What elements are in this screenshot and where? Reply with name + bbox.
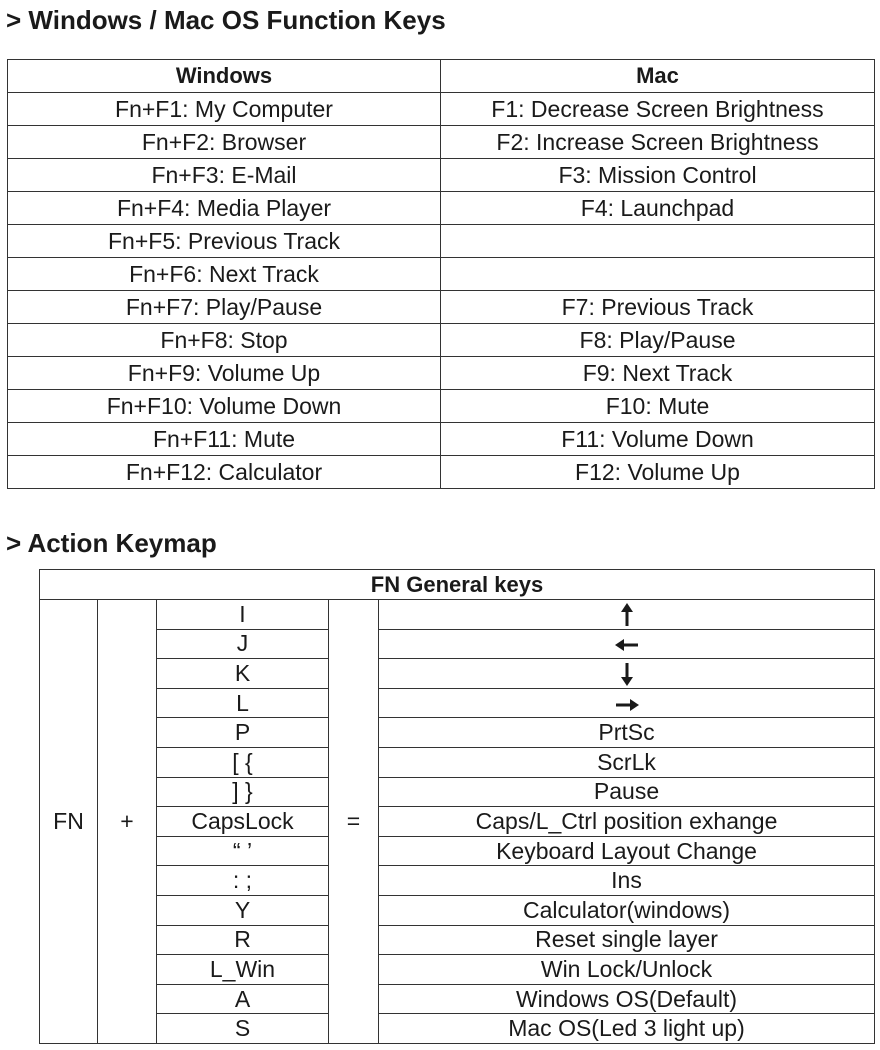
table-title-row [40, 570, 875, 600]
table-row [8, 456, 875, 489]
windows-cell: Fn+F8: Stop [8, 324, 441, 357]
mac-cell: F10: Mute [441, 390, 875, 423]
mac-cell [441, 258, 875, 291]
arrow-down-icon [620, 659, 634, 685]
arrow-right-icon [615, 690, 639, 716]
action-cell: PrtSc [379, 718, 875, 748]
key-cell: Y [157, 895, 329, 925]
mac-cell: F4: Launchpad [441, 192, 875, 225]
windows-cell: Fn+F2: Browser [8, 126, 441, 159]
key-cell: R [157, 925, 329, 955]
table-row [8, 93, 875, 126]
table-row [8, 291, 875, 324]
keymap-row [40, 777, 875, 807]
table-row [8, 357, 875, 390]
mac-cell: F11: Volume Down [441, 423, 875, 456]
keymap-row [40, 688, 875, 718]
mac-column-header: Mac [441, 60, 875, 93]
function-keys-heading: > Windows / Mac OS Function Keys [6, 5, 446, 35]
mac-cell: F1: Decrease Screen Brightness [441, 93, 875, 126]
windows-cell: Fn+F5: Previous Track [8, 225, 441, 258]
windows-cell: Fn+F3: E-Mail [8, 159, 441, 192]
action-keymap-table [39, 569, 875, 1044]
action-cell [379, 688, 875, 718]
windows-column-header: Windows [8, 60, 441, 93]
action-cell [379, 600, 875, 630]
key-cell: L_Win [157, 955, 329, 985]
key-cell: : ; [157, 866, 329, 896]
keymap-row [40, 866, 875, 896]
action-cell: ScrLk [379, 747, 875, 777]
action-keymap-heading: > Action Keymap [6, 528, 217, 558]
mac-cell: F7: Previous Track [441, 291, 875, 324]
mac-cell: F12: Volume Up [441, 456, 875, 489]
keymap-row [40, 747, 875, 777]
windows-cell: Fn+F4: Media Player [8, 192, 441, 225]
key-cell: CapsLock [157, 807, 329, 837]
key-cell: I [157, 600, 329, 630]
table-row [8, 126, 875, 159]
windows-cell: Fn+F1: My Computer [8, 93, 441, 126]
action-cell: Ins [379, 866, 875, 896]
key-cell: S [157, 1014, 329, 1044]
key-cell: [ { [157, 747, 329, 777]
table-row [8, 258, 875, 291]
table-row [8, 192, 875, 225]
table-row [8, 423, 875, 456]
table-row [8, 225, 875, 258]
windows-cell: Fn+F11: Mute [8, 423, 441, 456]
action-cell: Mac OS(Led 3 light up) [379, 1014, 875, 1044]
key-cell: ] } [157, 777, 329, 807]
windows-cell: Fn+F6: Next Track [8, 258, 441, 291]
mac-cell: F9: Next Track [441, 357, 875, 390]
action-cell: Windows OS(Default) [379, 984, 875, 1014]
action-cell: Calculator(windows) [379, 895, 875, 925]
table-row [8, 390, 875, 423]
windows-cell: Fn+F9: Volume Up [8, 357, 441, 390]
action-cell: Caps/L_Ctrl position exhange [379, 807, 875, 837]
mac-cell [441, 225, 875, 258]
keymap-row [40, 895, 875, 925]
action-cell: Pause [379, 777, 875, 807]
fn-modifier-cell: FN [40, 600, 98, 1044]
key-cell: “ ’ [157, 836, 329, 866]
fn-general-keys-title: FN General keys [40, 570, 875, 600]
table-row [8, 324, 875, 357]
keymap-row [40, 600, 875, 630]
mac-cell: F2: Increase Screen Brightness [441, 126, 875, 159]
action-cell: Reset single layer [379, 925, 875, 955]
windows-cell: Fn+F10: Volume Down [8, 390, 441, 423]
windows-cell: Fn+F12: Calculator [8, 456, 441, 489]
keymap-row [40, 718, 875, 748]
mac-cell: F8: Play/Pause [441, 324, 875, 357]
keymap-row [40, 807, 875, 837]
keymap-row [40, 925, 875, 955]
keymap-row [40, 659, 875, 689]
windows-cell: Fn+F7: Play/Pause [8, 291, 441, 324]
keymap-row [40, 1014, 875, 1044]
key-cell: L [157, 688, 329, 718]
action-cell [379, 659, 875, 689]
action-cell: Win Lock/Unlock [379, 955, 875, 985]
key-cell: A [157, 984, 329, 1014]
table-header-row [8, 60, 875, 93]
arrow-up-icon [620, 600, 634, 626]
keymap-row [40, 836, 875, 866]
action-cell: Keyboard Layout Change [379, 836, 875, 866]
keymap-row [40, 955, 875, 985]
key-cell: K [157, 659, 329, 689]
action-cell [379, 629, 875, 659]
key-cell: J [157, 629, 329, 659]
table-row [8, 159, 875, 192]
plus-cell: + [98, 600, 157, 1044]
mac-cell: F3: Mission Control [441, 159, 875, 192]
function-keys-table [7, 59, 875, 489]
key-cell: P [157, 718, 329, 748]
keymap-row [40, 984, 875, 1014]
arrow-left-icon [615, 630, 639, 656]
equals-cell: = [329, 600, 379, 1044]
keymap-row [40, 629, 875, 659]
